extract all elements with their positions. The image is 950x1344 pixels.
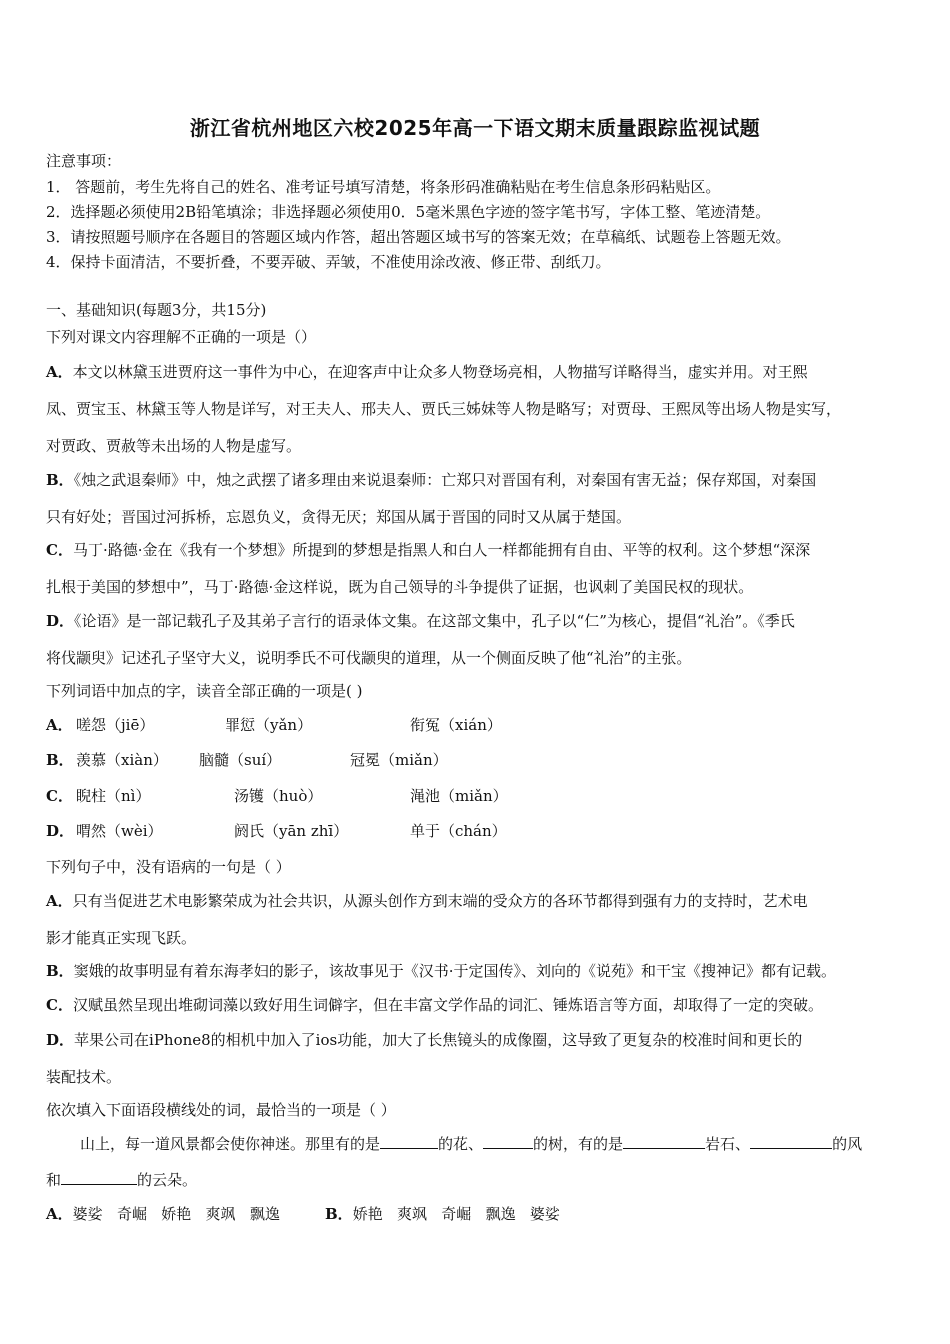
q2-option-b-label: B． [46,751,74,769]
page-title: 浙江省杭州地区六校2025年高一下语文期末质量跟踪监视试题 [189,116,761,140]
passage-text: 的树，有的是 [533,1135,624,1153]
q3-option-a-line2: 影才能真正实现飞跃。 [46,929,197,947]
q2-b-word-1: 羡慕（xiàn） [76,751,168,769]
option-label: B． [325,1205,353,1223]
fill-blank-2 [483,1134,533,1149]
option-label: D． [46,612,75,630]
q1-option-a-line2: 凤、贾宝玉、林黛玉等人物是详写，对王夫人、邢夫人、贾氏三姊妹等人物是略写；对贾母、王熙凤等出场人物是实写， [46,400,842,418]
q2-a-word-2: 罪愆（yǎn） [225,716,313,734]
q3-option-c [46,995,823,1015]
q2-d-word-1: 喟然（wèi） [76,822,163,840]
option-text: 娇艳 爽飒 奇崛 飘逸 婆娑 [352,1205,560,1223]
note-item-4: 4．保持卡面清洁，不要折叠，不要弄破、弄皱，不准使用涂改液、修正带、刮纸刀。 [46,253,611,271]
q1-option-b-line2: 只有好处；晋国过河拆桥，忘恩负义，贪得无厌；郑国从属于晋国的同时又从属于楚国。 [46,508,632,526]
passage-text: 岩石、 [705,1135,751,1153]
section-heading: 一、基础知识(每题3分，共15分) [46,301,267,319]
notes-heading: 注意事项： [46,152,122,170]
q1-option-c [46,540,810,560]
q1-stem: 下列对课文内容理解不正确的一项是（） [46,328,317,346]
option-text: 婆娑 奇崛 娇艳 爽飒 飘逸 [72,1205,280,1223]
option-text: 只有当促进艺术电影繁荣成为社会共识，从源头创作方到末端的受众方的各环节都得到强有力的支持时，艺术电 [72,892,808,910]
q4-option-b [325,1204,560,1224]
passage-text: 的云朵。 [137,1171,198,1189]
q3-option-b [46,961,836,981]
q4-passage-line2 [46,1170,197,1190]
q1-option-b [46,470,816,490]
option-label: D． [46,1031,75,1049]
q2-stem: 下列词语中加点的字，读音全部正确的一项是( ) [46,682,363,700]
option-text: 汉赋虽然呈现出堆砌词藻以致好用生词僻字，但在丰富文学作品的词汇、锤炼语言等方面，却取得了一定的突破。 [72,996,823,1014]
q2-d-word-3: 单于（chán） [410,822,507,840]
option-label: A． [46,1205,73,1223]
q2-a-word-1: 嗟怨（jiē） [76,716,155,734]
note-item-3: 3．请按照题号顺序在各题目的答题区域内作答，超出答题区域书写的答案无效；在草稿纸、试题卷上答题无效。 [46,228,791,246]
q2-c-word-1: 睨柱（nì） [76,787,151,805]
q2-b-word-3: 冠冕（miǎn） [350,751,448,769]
passage-text: 山上，每一道风景都会使你神迷。那里有的是 [80,1135,381,1153]
q1-option-a-line3: 对贾政、贾赦等未出场的人物是虚写。 [46,437,302,455]
q2-b-word-2: 脑髓（suí） [199,751,282,769]
q2-a-word-3: 衔冤（xián） [410,716,502,734]
q2-c-word-3: 渑池（miǎn） [410,787,508,805]
option-label: B． [46,962,74,980]
q2-c-word-2: 汤镬（huò） [234,787,323,805]
q3-option-d-line2: 装配技术。 [46,1068,122,1086]
option-text: 《烛之武退秦师》中，烛之武摆了诸多理由来说退秦师：亡郑只对晋国有利，对秦国有害无益；保存郑国，对秦国 [73,471,817,489]
fill-blank-3 [623,1134,705,1149]
fill-blank-4 [750,1134,832,1149]
passage-text: 和 [46,1171,62,1189]
q2-option-c-label: C． [46,787,73,805]
q4-option-a [46,1204,280,1224]
option-label: C． [46,541,73,559]
q1-option-d [46,611,795,631]
note-item-2: 2．选择题必须使用2B铅笔填涂；非选择题必须使用0．5毫米黑色字迹的签字笔书写，字体工整、笔迹清楚。 [46,203,771,221]
fill-blank-1 [380,1134,438,1149]
q1-option-a [46,362,808,382]
option-label: A． [46,363,73,381]
q2-option-d-label: D． [46,822,75,840]
q3-stem: 下列句子中，没有语病的一句是（ ） [46,858,291,876]
passage-text: 的风 [832,1135,863,1153]
q4-stem: 依次填入下面语段横线处的词，最恰当的一项是（ ） [46,1101,396,1119]
q1-option-c-line2: 扎根于美国的梦想中”，马丁·路德·金这样说，既为自己领导的斗争提供了证据，也讽刺了美国民权的现状。 [46,578,754,596]
option-text: 本文以林黛玉进贾府这一事件为中心，在迎客声中让众多人物登场亮相，人物描写详略得当，虚实并用。对王熙 [72,363,808,381]
q2-d-word-2: 阏氏（yān zhī） [234,822,349,840]
q3-option-a [46,891,808,911]
q2-option-a-label: A． [46,716,73,734]
q1-option-d-line2: 将伐颛臾》记述孔子坚守大义，说明季氏不可伐颛臾的道理，从一个侧面反映了他“礼治”的主张。 [46,649,692,667]
option-label: B． [46,471,74,489]
option-text: 马丁·路德·金在《我有一个梦想》所提到的梦想是指黑人和白人一样都能拥有自由、平等的权利。这个梦想“深深 [72,541,811,559]
option-label: C． [46,996,73,1014]
q3-option-d [46,1030,802,1050]
option-text: 《论语》是一部记载孔子及其弟子言行的语录体文集。在这部文集中，孔子以“仁”为核心，提倡“礼治”。《季氏 [74,612,795,630]
option-label: A． [46,892,73,910]
fill-blank-5 [61,1170,137,1185]
passage-text: 的花、 [438,1135,484,1153]
option-text: 窦娥的故事明显有着东海孝妇的影子，该故事见于《汉书·于定国传》、刘向的《说苑》和干宝《搜神记》都有记载。 [73,962,836,980]
note-item-1: 1． 答题前，考生先将自己的姓名、准考证号填写清楚，将条形码准确粘贴在考生信息条形码粘贴区。 [46,178,721,196]
q4-passage-line1 [80,1134,862,1154]
option-text: 苹果公司在iPhone8的相机中加入了ios功能，加大了长焦镜头的成像圈，这导致了更复杂的校准时间和更长的 [74,1031,803,1049]
